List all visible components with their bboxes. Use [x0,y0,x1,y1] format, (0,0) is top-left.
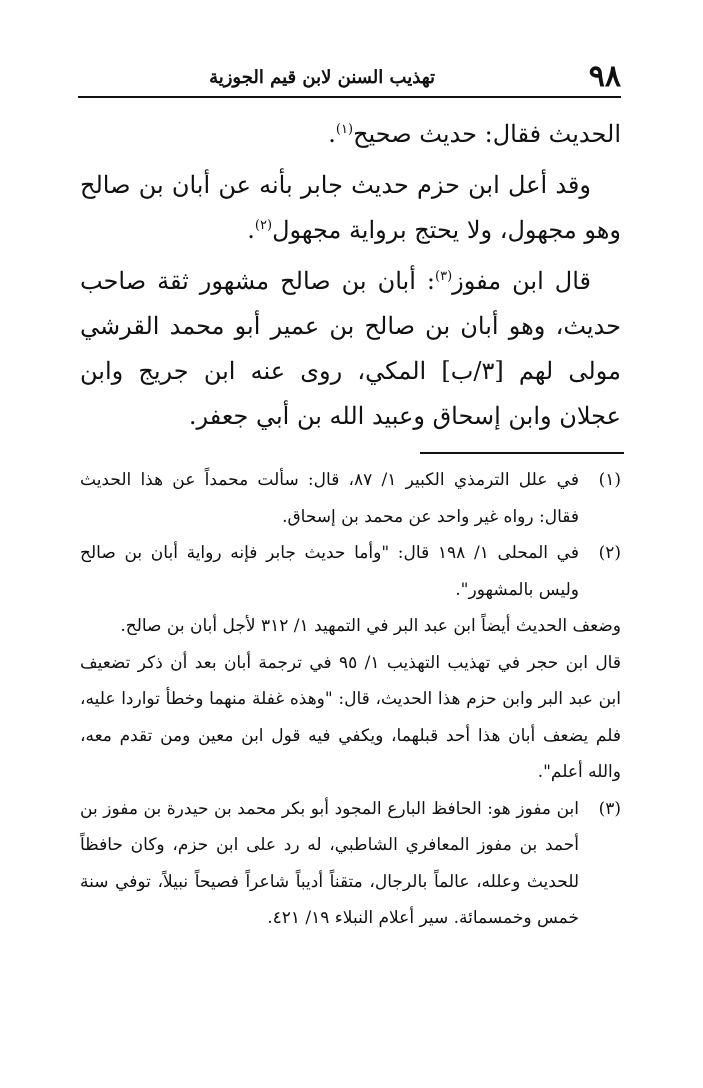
footnote-text: في المحلى ١/ ١٩٨ قال: "وأما حديث جابر فإنه رواية أبان بن صالح وليس بالمشهور". [80,543,579,600]
footnote-2 [80,535,621,608]
page-header [30,60,673,102]
paragraph-text: الحديث فقال: حديث صحيح [353,120,621,148]
footnotes [80,462,621,937]
footnote-ref-1[interactable]: (١) [335,122,354,137]
paragraph-tail: : أبان بن صالح مشهور ثقة صاحب حديث، وهو أبان بن صالح بن عمير أبو محمد القرشي مولى لهم [٣/ب] المكي، روى عنه ابن جريج وابن عجلان وابن إسحاق وعبيد الله بن أبي جعفر. [80,267,621,430]
main-text [80,112,621,445]
paragraph-2 [80,163,621,253]
footnote-ref-3[interactable]: (٣) [435,269,453,284]
header-divider [78,96,621,98]
footnote-number: (٣) [598,798,621,819]
footnote-text: ابن مفوز هو: الحافظ البارع المجود أبو بكر محمد بن حيدرة بن مفوز بن أحمد بن مفوز المعافري الشاطبي، له رد على ابن حزم، وكان حافظاً للحديث وعلله، عالماً بالرجال، متقناً أديباً شاعراً فصيحاً نبيلاً، توفي سنة خمس وخمسمائة. سير أعلام النبلاء ١٩/ ٤٢١. [80,798,579,928]
footnote-number: (٢) [598,543,621,563]
footnote-text: في علل الترمذي الكبير ١/ ٨٧، قال: سألت محمداً عن هذا الحديث فقال: رواه غير واحد عن محمد بن إسحاق. [80,470,579,527]
paragraph-1 [80,112,621,157]
paragraph-text: وقد أعل ابن حزم حديث جابر بأنه عن أبان بن صالح وهو مجهول، ولا يحتج برواية مجهول [80,171,621,244]
paragraph-3 [80,259,621,439]
footnote-number: (١) [598,470,621,490]
footnote-2-continuation-1: وضعف الحديث أيضاً ابن عبد البر في التمهيد ١/ ٣١٢ لأجل أبان بن صالح. [120,616,621,636]
paragraph-tail: . [247,216,255,244]
footnote-ref-2[interactable]: (٢) [254,218,273,233]
page-number: ٩٨ [588,59,621,94]
footnote-2-continuation-2: قال ابن حجر في تهذيب التهذيب ١/ ٩٥ في ترجمة أبان بعد أن ذكر تضعيف ابن عبد البر وابن حزم هذا الحديث، قال: "وهذه غفلة منهما وخطأ تواردا عليه، فلم يضعف أبان هذا أحد قبلهما، ويكفي فيه قول ابن معين ومن تقدم معه، والله أعلم". [80,652,621,782]
footnote-3 [80,791,621,937]
footnote-1 [80,462,621,535]
running-title: تهذيب السنن لابن قيم الجوزية [209,67,435,88]
footnote-divider [420,452,624,454]
paragraph-tail: . [328,120,336,148]
paragraph-text: قال ابن مفوز [452,267,591,295]
